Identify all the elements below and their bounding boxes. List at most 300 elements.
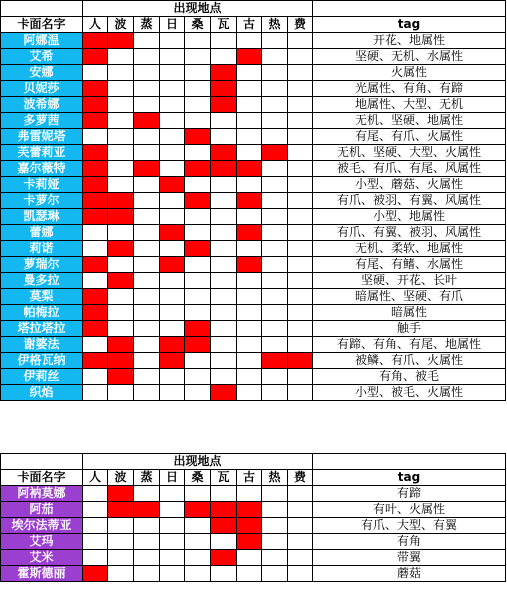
place-header: 蒸 [134, 17, 160, 33]
location-mark-off [288, 241, 313, 257]
location-mark-off [288, 97, 313, 113]
location-mark-off [288, 161, 313, 177]
location-mark-off [262, 97, 288, 113]
character-name: 凯瑟琳 [1, 209, 83, 225]
place-header: 蒸 [134, 470, 160, 486]
location-mark-off [211, 33, 237, 49]
location-mark-off [108, 385, 134, 401]
character-tags: 光属性、有角、有蹄 [313, 81, 506, 97]
table-row [1, 113, 506, 129]
location-mark-on [83, 353, 108, 369]
location-mark-off [237, 486, 262, 502]
character-name: 芙蕾莉亚 [1, 145, 83, 161]
location-mark-off [134, 518, 160, 534]
character-tags: 有尾、有爪、火属性 [313, 129, 506, 145]
location-mark-off [185, 209, 211, 225]
location-mark-off [160, 305, 185, 321]
location-mark-off [262, 369, 288, 385]
location-mark-off [185, 177, 211, 193]
location-mark-off [262, 81, 288, 97]
table-row [1, 369, 506, 385]
place-header: 费 [288, 17, 313, 33]
location-mark-off [134, 257, 160, 273]
character-name: 莉诺 [1, 241, 83, 257]
character-name: 霍斯德丽 [1, 566, 83, 582]
location-mark-off [108, 534, 134, 550]
location-mark-off [262, 177, 288, 193]
character-tags: 被鳞、有爪、火属性 [313, 353, 506, 369]
location-mark-off [160, 369, 185, 385]
location-mark-off [262, 518, 288, 534]
character-name: 伊莉丝 [1, 369, 83, 385]
character-tags: 坚硬、开花、长叶 [313, 273, 506, 289]
table-row [1, 97, 506, 113]
location-mark-off [237, 289, 262, 305]
table-row [1, 193, 506, 209]
character-tags: 小型、蘑菇、火属性 [313, 177, 506, 193]
character-name: 伊格瓦纳 [1, 353, 83, 369]
location-mark-on [237, 534, 262, 550]
location-mark-off [288, 566, 313, 582]
location-mark-off [288, 305, 313, 321]
location-mark-on [211, 145, 237, 161]
location-mark-off [262, 65, 288, 81]
location-mark-off [237, 241, 262, 257]
location-mark-off [160, 241, 185, 257]
character-tags: 无机、柔软、地属性 [313, 241, 506, 257]
location-mark-off [185, 353, 211, 369]
name-column-header: 卡面名字 [1, 470, 83, 486]
table-row [1, 129, 506, 145]
location-mark-off [134, 225, 160, 241]
character-name: 萝瑞尔 [1, 257, 83, 273]
location-mark-on [83, 566, 108, 582]
location-mark-off [160, 145, 185, 161]
location-mark-off [185, 97, 211, 113]
location-mark-on [108, 273, 134, 289]
place-header: 热 [262, 470, 288, 486]
location-mark-off [237, 566, 262, 582]
header-row-places [1, 17, 506, 33]
location-mark-off [262, 129, 288, 145]
location-mark-off [211, 337, 237, 353]
location-mark-off [134, 209, 160, 225]
location-mark-off [134, 369, 160, 385]
location-mark-off [262, 502, 288, 518]
location-mark-on [83, 257, 108, 273]
character-tags: 有叶、火属性 [313, 502, 506, 518]
location-mark-off [160, 113, 185, 129]
location-mark-off [160, 33, 185, 49]
location-mark-on [262, 353, 288, 369]
location-mark-on [237, 193, 262, 209]
location-mark-off [160, 161, 185, 177]
location-mark-on [108, 209, 134, 225]
location-mark-on [108, 241, 134, 257]
table-row [1, 241, 506, 257]
character-name: 贝妮莎 [1, 81, 83, 97]
character-tags: 蘑菇 [313, 566, 506, 582]
location-mark-off [237, 209, 262, 225]
character-tags: 有角、被毛 [313, 369, 506, 385]
location-mark-off [288, 518, 313, 534]
character-name: 谢婆法 [1, 337, 83, 353]
location-mark-off [262, 193, 288, 209]
location-mark-off [160, 49, 185, 65]
location-mark-off [160, 321, 185, 337]
location-mark-off [262, 566, 288, 582]
location-mark-off [237, 337, 262, 353]
table-row [1, 209, 506, 225]
table-row [1, 502, 506, 518]
location-mark-off [83, 65, 108, 81]
character-name: 阿娜温 [1, 33, 83, 49]
location-mark-on [83, 177, 108, 193]
location-mark-off [237, 113, 262, 129]
character-name: 艾希 [1, 49, 83, 65]
character-tags: 坚硬、无机、水属性 [313, 49, 506, 65]
location-mark-on [134, 113, 160, 129]
location-mark-off [211, 193, 237, 209]
blank-header-cell [313, 1, 506, 17]
location-mark-off [288, 65, 313, 81]
location-mark-on [160, 257, 185, 273]
location-mark-off [160, 65, 185, 81]
character-name: 莫梨 [1, 289, 83, 305]
location-mark-on [108, 502, 134, 518]
character-name: 艾玛 [1, 534, 83, 550]
location-mark-on [108, 369, 134, 385]
location-mark-off [134, 305, 160, 321]
location-mark-off [185, 305, 211, 321]
location-mark-on [211, 97, 237, 113]
location-mark-off [237, 65, 262, 81]
location-mark-off [237, 145, 262, 161]
location-mark-off [185, 534, 211, 550]
location-mark-on [237, 225, 262, 241]
location-mark-off [160, 129, 185, 145]
places-header: 出现地点 [83, 1, 313, 17]
location-mark-on [134, 502, 160, 518]
location-mark-on [211, 518, 237, 534]
character-tags: 带翼 [313, 550, 506, 566]
place-header: 热 [262, 17, 288, 33]
table-row [1, 518, 506, 534]
location-mark-off [83, 518, 108, 534]
location-mark-off [262, 321, 288, 337]
location-mark-off [262, 49, 288, 65]
location-mark-off [83, 502, 108, 518]
location-mark-on [83, 193, 108, 209]
location-mark-off [211, 177, 237, 193]
location-mark-off [262, 385, 288, 401]
location-mark-off [288, 209, 313, 225]
location-mark-off [134, 550, 160, 566]
location-mark-off [262, 305, 288, 321]
location-mark-off [108, 49, 134, 65]
table-row [1, 65, 506, 81]
location-mark-off [185, 257, 211, 273]
character-tags: 有尾、有鳍、水属性 [313, 257, 506, 273]
location-mark-off [134, 241, 160, 257]
character-tags: 有角 [313, 534, 506, 550]
location-mark-off [160, 385, 185, 401]
location-mark-off [288, 113, 313, 129]
location-mark-off [185, 33, 211, 49]
character-name: 曼多拉 [1, 273, 83, 289]
location-mark-off [134, 289, 160, 305]
location-mark-off [134, 97, 160, 113]
location-mark-off [108, 566, 134, 582]
location-mark-off [134, 486, 160, 502]
location-mark-off [160, 518, 185, 534]
location-mark-off [211, 209, 237, 225]
location-mark-off [211, 225, 237, 241]
location-mark-off [160, 97, 185, 113]
location-mark-off [237, 353, 262, 369]
location-mark-off [160, 566, 185, 582]
location-mark-off [108, 129, 134, 145]
location-mark-off [185, 65, 211, 81]
location-mark-off [211, 369, 237, 385]
character-tags: 小型、被毛、火属性 [313, 385, 506, 401]
location-mark-off [134, 337, 160, 353]
character-name: 织焰 [1, 385, 83, 401]
place-header: 波 [108, 470, 134, 486]
location-mark-off [185, 385, 211, 401]
table-row [1, 337, 506, 353]
location-mark-off [262, 337, 288, 353]
location-mark-on [237, 161, 262, 177]
table-row [1, 257, 506, 273]
location-mark-on [83, 305, 108, 321]
location-mark-off [211, 566, 237, 582]
character-name: 卡莉娅 [1, 177, 83, 193]
location-mark-off [185, 369, 211, 385]
location-mark-off [108, 145, 134, 161]
location-mark-off [288, 129, 313, 145]
location-mark-on [108, 486, 134, 502]
location-mark-on [288, 353, 313, 369]
location-mark-off [262, 209, 288, 225]
location-mark-on [237, 518, 262, 534]
location-mark-off [134, 193, 160, 209]
location-mark-off [108, 65, 134, 81]
blank-header-cell [1, 1, 83, 17]
location-mark-on [134, 161, 160, 177]
character-tags: 有爪、有翼、被羽、风属性 [313, 225, 506, 241]
location-mark-off [288, 49, 313, 65]
location-mark-on [211, 81, 237, 97]
location-mark-on [83, 289, 108, 305]
table-row [1, 161, 506, 177]
location-mark-off [288, 385, 313, 401]
location-mark-off [185, 566, 211, 582]
character-tags: 触手 [313, 321, 506, 337]
location-mark-off [160, 550, 185, 566]
location-mark-off [185, 145, 211, 161]
character-tags: 有蹄、有角、有尾、地属性 [313, 337, 506, 353]
location-mark-off [262, 257, 288, 273]
location-mark-off [237, 129, 262, 145]
location-mark-on [237, 49, 262, 65]
location-mark-off [134, 65, 160, 81]
location-mark-on [185, 337, 211, 353]
location-mark-off [83, 273, 108, 289]
location-mark-off [262, 161, 288, 177]
location-mark-off [288, 337, 313, 353]
location-mark-off [160, 502, 185, 518]
character-name: 波希娜 [1, 97, 83, 113]
location-mark-off [83, 385, 108, 401]
place-header: 桑 [185, 17, 211, 33]
character-name: 艾米 [1, 550, 83, 566]
location-mark-on [185, 241, 211, 257]
table-row [1, 385, 506, 401]
character-tags: 小型、地属性 [313, 209, 506, 225]
location-mark-off [108, 518, 134, 534]
location-mark-off [108, 289, 134, 305]
location-mark-off [134, 81, 160, 97]
character-tags: 暗属性、坚硬、有爪 [313, 289, 506, 305]
place-header: 古 [237, 470, 262, 486]
character-table-2 [0, 453, 506, 582]
places-header: 出现地点 [83, 454, 313, 470]
location-mark-off [288, 550, 313, 566]
character-name: 嘉尔薇特 [1, 161, 83, 177]
location-mark-off [83, 550, 108, 566]
character-tags: 无机、坚硬、地属性 [313, 113, 506, 129]
place-header: 费 [288, 470, 313, 486]
location-mark-off [288, 321, 313, 337]
table-row [1, 177, 506, 193]
table-row [1, 81, 506, 97]
tag-column-header: tag [313, 470, 506, 486]
character-name: 弗雷妮塔 [1, 129, 83, 145]
location-mark-on [211, 65, 237, 81]
location-mark-off [185, 518, 211, 534]
location-mark-on [83, 113, 108, 129]
location-mark-off [237, 81, 262, 97]
location-mark-off [83, 241, 108, 257]
location-mark-off [108, 177, 134, 193]
location-mark-off [262, 289, 288, 305]
location-mark-off [160, 289, 185, 305]
table-row [1, 534, 506, 550]
location-mark-off [134, 321, 160, 337]
location-mark-off [288, 225, 313, 241]
place-header: 波 [108, 17, 134, 33]
location-mark-on [185, 321, 211, 337]
location-mark-off [185, 550, 211, 566]
location-mark-off [185, 113, 211, 129]
location-mark-on [185, 129, 211, 145]
location-mark-off [288, 369, 313, 385]
location-mark-off [237, 385, 262, 401]
location-mark-off [134, 145, 160, 161]
location-mark-on [237, 257, 262, 273]
table-row [1, 321, 506, 337]
table-row [1, 49, 506, 65]
place-header: 人 [83, 470, 108, 486]
location-mark-on [262, 145, 288, 161]
location-mark-on [185, 502, 211, 518]
location-mark-on [83, 49, 108, 65]
location-mark-off [262, 550, 288, 566]
location-mark-off [134, 566, 160, 582]
location-mark-off [108, 257, 134, 273]
location-mark-off [288, 81, 313, 97]
location-mark-off [211, 129, 237, 145]
location-mark-off [262, 534, 288, 550]
character-name: 阿茄 [1, 502, 83, 518]
location-mark-off [160, 534, 185, 550]
location-mark-on [160, 177, 185, 193]
character-tags: 暗属性 [313, 305, 506, 321]
location-mark-off [211, 321, 237, 337]
location-mark-off [83, 225, 108, 241]
table-row [1, 145, 506, 161]
table-row [1, 486, 506, 502]
header-row-top [1, 1, 506, 17]
location-mark-on [83, 209, 108, 225]
location-mark-off [83, 369, 108, 385]
character-tags: 有蹄 [313, 486, 506, 502]
location-mark-off [262, 241, 288, 257]
location-mark-on [83, 33, 108, 49]
location-mark-on [108, 353, 134, 369]
location-mark-off [185, 486, 211, 502]
location-mark-off [262, 33, 288, 49]
location-mark-off [211, 257, 237, 273]
location-mark-off [83, 129, 108, 145]
character-name: 卡萝尔 [1, 193, 83, 209]
location-mark-off [288, 534, 313, 550]
character-tags: 无机、坚硬、大型、火属性 [313, 145, 506, 161]
location-mark-off [160, 209, 185, 225]
location-mark-off [288, 257, 313, 273]
location-mark-on [108, 337, 134, 353]
location-mark-off [211, 113, 237, 129]
location-mark-off [134, 385, 160, 401]
location-mark-off [134, 129, 160, 145]
location-mark-off [262, 273, 288, 289]
location-mark-off [288, 502, 313, 518]
blank-header-cell [1, 454, 83, 470]
location-mark-off [211, 534, 237, 550]
location-mark-off [262, 113, 288, 129]
location-mark-off [83, 337, 108, 353]
character-name: 多萝茜 [1, 113, 83, 129]
location-mark-on [83, 97, 108, 113]
location-mark-off [288, 145, 313, 161]
location-mark-off [185, 49, 211, 65]
location-mark-off [108, 161, 134, 177]
location-mark-off [211, 353, 237, 369]
location-mark-off [211, 49, 237, 65]
place-header: 古 [237, 17, 262, 33]
location-mark-on [108, 33, 134, 49]
location-mark-off [211, 273, 237, 289]
location-mark-off [160, 193, 185, 209]
header-row-top [1, 454, 506, 470]
location-mark-on [211, 502, 237, 518]
location-mark-off [134, 177, 160, 193]
location-mark-on [185, 193, 211, 209]
table-row [1, 33, 506, 49]
location-mark-on [211, 161, 237, 177]
location-mark-off [262, 486, 288, 502]
